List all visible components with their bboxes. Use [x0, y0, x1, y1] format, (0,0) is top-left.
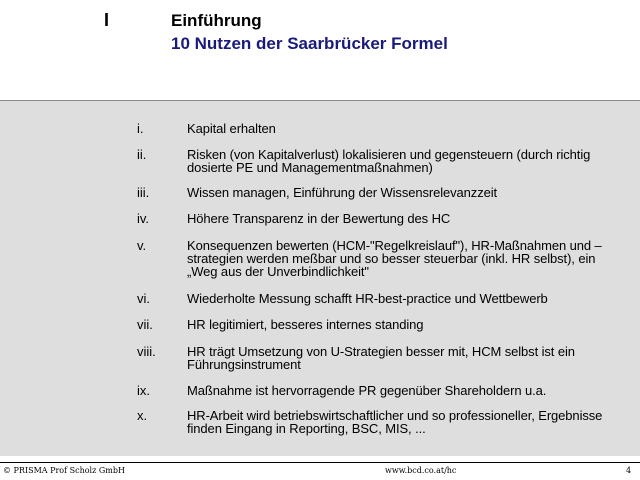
list-item-text: HR-Arbeit wird betriebswirtschaftlicher und so professioneller, Ergebnisse finden Eingang in Reporting, BSC, MIS, ... — [187, 408, 603, 436]
list-item-number: ix. — [137, 383, 150, 398]
list-item-number: x. — [137, 408, 148, 423]
list-item-number: vi. — [137, 291, 150, 306]
page-title: Einführung — [171, 11, 262, 30]
page-number: 4 — [626, 466, 632, 475]
list-item-number: i. — [137, 121, 144, 136]
list-item-text: Kapital erhalten — [187, 121, 276, 136]
list-item-text: Risken (von Kapitalverlust) lokalisieren und gegensteuern (durch richtig dosierte PE und Managementmaßnahmen) — [187, 147, 591, 175]
page-subtitle: 10 Nutzen der Saarbrücker Formel — [171, 34, 448, 53]
list-item-text: Wissen managen, Einführung der Wissensrelevanzzeit — [187, 185, 498, 200]
list-item-text: Wiederholte Messung schafft HR-best-practice und Wettbewerb — [187, 291, 548, 306]
list-item-number: v. — [137, 238, 147, 253]
list-item-text: Höhere Transparenz in der Bewertung des HC — [187, 211, 451, 226]
list-item-text: HR legitimiert, besseres internes standing — [187, 317, 424, 332]
footer-divider — [0, 462, 640, 463]
list-item-number: vii. — [137, 317, 153, 332]
footer-copyright: © PRISMA Prof Scholz GmbH — [3, 466, 125, 475]
list-item-number: viii. — [137, 344, 156, 359]
list-item-text: Konsequenzen bewerten (HCM-"Regelkreislauf"), HR-Maßnahmen und –strategien werden meßbar und so besser steuerbar (inkl. HR selbst), ein „Weg aus der Unverbindlichkeit" — [187, 238, 602, 279]
section-number: I — [104, 10, 110, 30]
footer-url[interactable]: www.bcd.co.at/hc — [385, 466, 457, 475]
list-item-number: ii. — [137, 147, 147, 162]
list-item-text: Maßnahme ist hervorragende PR gegenüber Shareholdern u.a. — [187, 383, 547, 398]
list-item-number: iv. — [137, 211, 150, 226]
list-item-number: iii. — [137, 185, 150, 200]
list-item-text: HR trägt Umsetzung von U-Strategien besser mit, HCM selbst ist ein Führungsinstrument — [187, 344, 575, 372]
